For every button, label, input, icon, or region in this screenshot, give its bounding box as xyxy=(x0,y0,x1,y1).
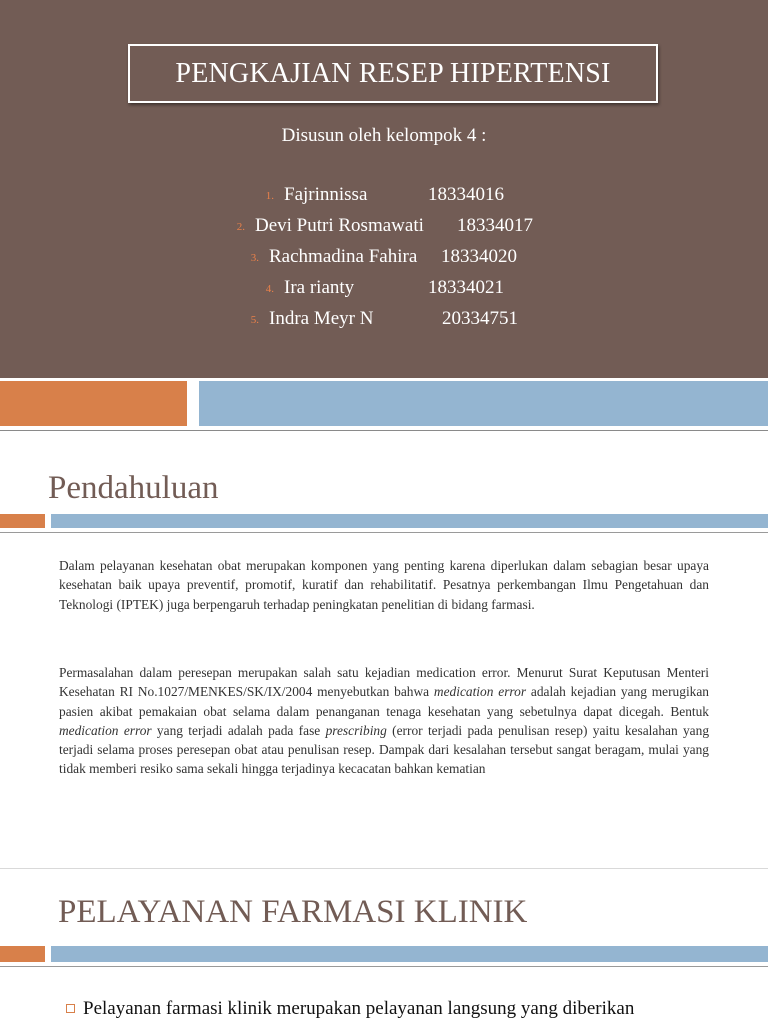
slide-heading: Pendahuluan xyxy=(48,470,219,506)
paragraph-text: adalah kejadian yang merugikan pasien akibat pemakaian obat selama dalam penanganan tenaga kesehatan yang sebetulnya dapat dicegah. Bentuk xyxy=(59,684,710,719)
divider-line xyxy=(0,430,768,431)
member-item xyxy=(250,246,517,274)
accent-bar-blue xyxy=(51,514,768,528)
member-id: 18334016 xyxy=(428,184,504,205)
member-item xyxy=(265,277,504,305)
member-id: 18334021 xyxy=(428,277,504,298)
member-name: Rachmadina Fahira xyxy=(269,246,418,267)
slide-separator xyxy=(0,868,768,869)
title-box xyxy=(128,44,658,103)
accent-bar-orange xyxy=(0,381,187,426)
medication-error-paragraph xyxy=(59,663,709,779)
member-name: Indra Meyr N xyxy=(269,308,374,329)
slide-title: PENGKAJIAN RESEP HIPERTENSI xyxy=(175,57,611,89)
paragraph-emphasis: prescribing xyxy=(325,722,387,738)
square-bullet-icon xyxy=(66,1004,75,1013)
accent-bar-blue xyxy=(199,381,768,426)
member-number: 3. xyxy=(250,252,259,264)
paragraph-text: yang terjadi adalah pada fase xyxy=(151,722,326,738)
authors-subtitle: Disusun oleh kelompok 4 : xyxy=(281,125,487,146)
member-item xyxy=(250,308,518,336)
member-item xyxy=(236,215,533,243)
paragraph-text: Permasalahan dalam peresepan merupakan salah satu kejadian medication error. Menurut Surat Keputusan Menteri Kesehatan RI No.1027/MENKES/SK/IX/2004 menyebutkan bahwa xyxy=(59,665,709,700)
slide-heading: PELAYANAN FARMASI KLINIK xyxy=(58,894,528,930)
bullet-text: Pelayanan farmasi klinik merupakan pelayanan langsung yang diberikan xyxy=(83,998,635,1019)
member-id: 20334751 xyxy=(442,308,518,329)
member-number: 5. xyxy=(250,314,259,326)
intro-paragraph: Dalam pelayanan kesehatan obat merupakan komponen yang penting karena diperlukan dalam sebagian besar upaya kesehatan baik upaya preventif, promotif, kuratif dan rehabilitatif. Pesatnya perkembangan Ilmu Pengetahuan dan Teknologi (IPTEK) juga berpengaruh terhadap peningkatan penelitian di bidang farmasi. xyxy=(59,558,709,612)
accent-bar-orange xyxy=(0,514,45,528)
member-name: Fajrinnissa xyxy=(284,184,368,205)
member-item xyxy=(265,184,504,212)
paragraph-text: (error terjadi pada penulisan resep) yaitu kesalahan yang terjadi selama proses peresepan obat atau penulisan resep. Dampak dari kesalahan tersebut sangat beragam, mulai yang tidak memberi resiko sama sekali hingga terjadinya kecacatan bahkan kematian xyxy=(59,722,710,777)
member-number: 4. xyxy=(265,283,274,295)
divider-line xyxy=(0,532,768,533)
member-name: Devi Putri Rosmawati xyxy=(255,215,424,236)
member-number: 1. xyxy=(265,190,274,202)
paragraph-emphasis: medication error xyxy=(433,684,527,700)
title-slide xyxy=(0,0,768,378)
member-name: Ira rianty xyxy=(284,277,355,298)
paragraph-emphasis: medication error xyxy=(59,722,152,738)
member-id: 18334017 xyxy=(457,215,533,236)
member-id: 18334020 xyxy=(441,246,517,267)
accent-bar-orange xyxy=(0,946,45,962)
accent-bar-blue xyxy=(51,946,768,962)
member-number: 2. xyxy=(236,221,245,233)
divider-line xyxy=(0,966,768,967)
